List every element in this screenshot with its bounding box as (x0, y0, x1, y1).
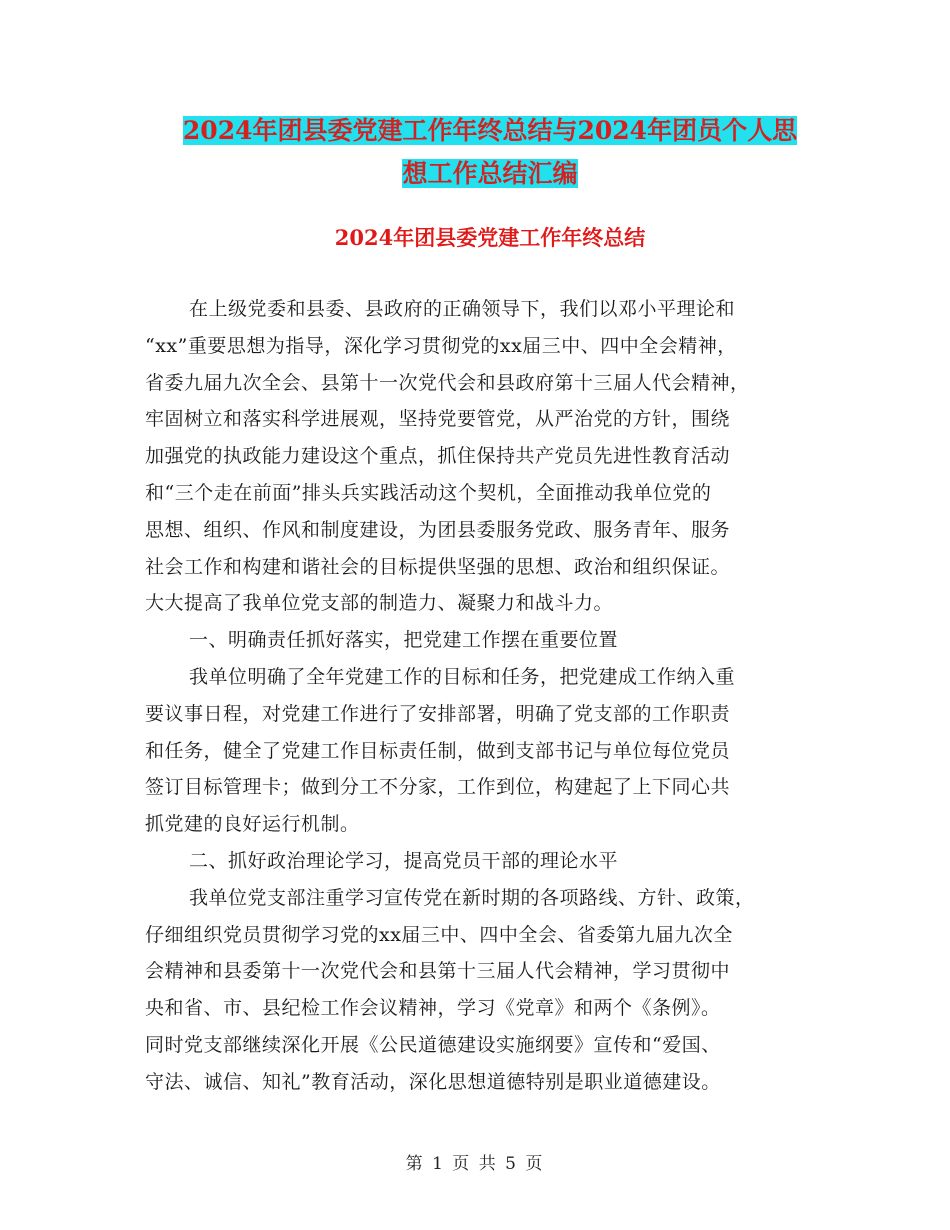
paragraph-line: 央和省、市、县纪检工作会议精神，学习《党章》和两个《条例》。 (145, 997, 721, 1020)
document-body (145, 291, 815, 1101)
title-highlight-2: 想工作总结汇编 (402, 159, 578, 188)
paragraph-line: “xx”重要思想为指导，深化学习贯彻党的xx届三中、四中全会精神， (145, 334, 737, 357)
paragraph-line: 仔细组织党员贯彻学习党的xx届三中、四中全会、省委第九届九次全 (145, 923, 733, 946)
paragraph-line: 同时党支部继续深化开展《公民道德建设实施纲要》宣传和“爱国、 (145, 1033, 721, 1056)
document-title-line-2 (140, 149, 840, 199)
section-heading-1: 一、明确责任抓好落实，把党建工作摆在重要位置 (189, 629, 619, 652)
paragraph-line: 在上级党委和县委、县政府的正确领导下，我们以邓小平理论和 (189, 298, 736, 320)
paragraph-line: 守法、诚信、知礼”教育活动，深化思想道德特别是职业道德建设。 (145, 1070, 721, 1093)
page-number-footer: 第 1 页 共 5 页 (405, 1154, 545, 1174)
paragraph-line: 和任务，健全了党建工作目标责任制，做到支部书记与单位每位党员 (145, 739, 731, 762)
paragraph-line: 大大提高了我单位党支部的制造力、凝聚力和战斗力。 (145, 592, 614, 615)
paragraph-line: 签订目标管理卡；做到分工不分家，工作到位，构建起了上下同心共 (145, 776, 731, 799)
paragraph-line: 加强党的执政能力建设这个重点，抓住保持共产党员先进性教育活动 (145, 445, 731, 468)
paragraph-line: 要议事日程，对党建工作进行了安排部署，明确了党支部的工作职责 (145, 702, 731, 725)
paragraph-line: 社会工作和构建和谐社会的目标提供坚强的思想、政治和组织保证。 (145, 555, 731, 578)
title-highlight-1: 2024年团县委党建工作年终总结与2024年团员个人思 (182, 116, 798, 145)
section-title: 2024年团县委党建工作年终总结 (334, 225, 646, 250)
paragraph-line: 思想、组织、作风和制度建设，为团县委服务党政、服务青年、服务 (145, 518, 731, 541)
section-heading-2: 二、抓好政治理论学习，提高党员干部的理论水平 (189, 849, 619, 872)
paragraph-line: 牢固树立和落实科学进展观，坚持党要管党，从严治党的方针，围绕 (145, 408, 731, 431)
paragraph-line: 我单位党支部注重学习宣传党在新时期的各项路线、方针、政策， (189, 886, 755, 909)
paragraph-line: 抓党建的良好运行机制。 (145, 813, 360, 836)
paragraph-line: 和“三个走在前面”排头兵实践活动这个契机，全面推动我单位党的 (145, 481, 712, 504)
paragraph-line: 省委九届九次全会、县第十一次党代会和县政府第十三届人代会精神， (145, 371, 750, 394)
paragraph-line: 我单位明确了全年党建工作的目标和任务，把党建成工作纳入重 (189, 665, 736, 688)
paragraph-line: 会精神和县委第十一次党代会和县第十三届人代会精神，学习贯彻中 (145, 960, 731, 983)
